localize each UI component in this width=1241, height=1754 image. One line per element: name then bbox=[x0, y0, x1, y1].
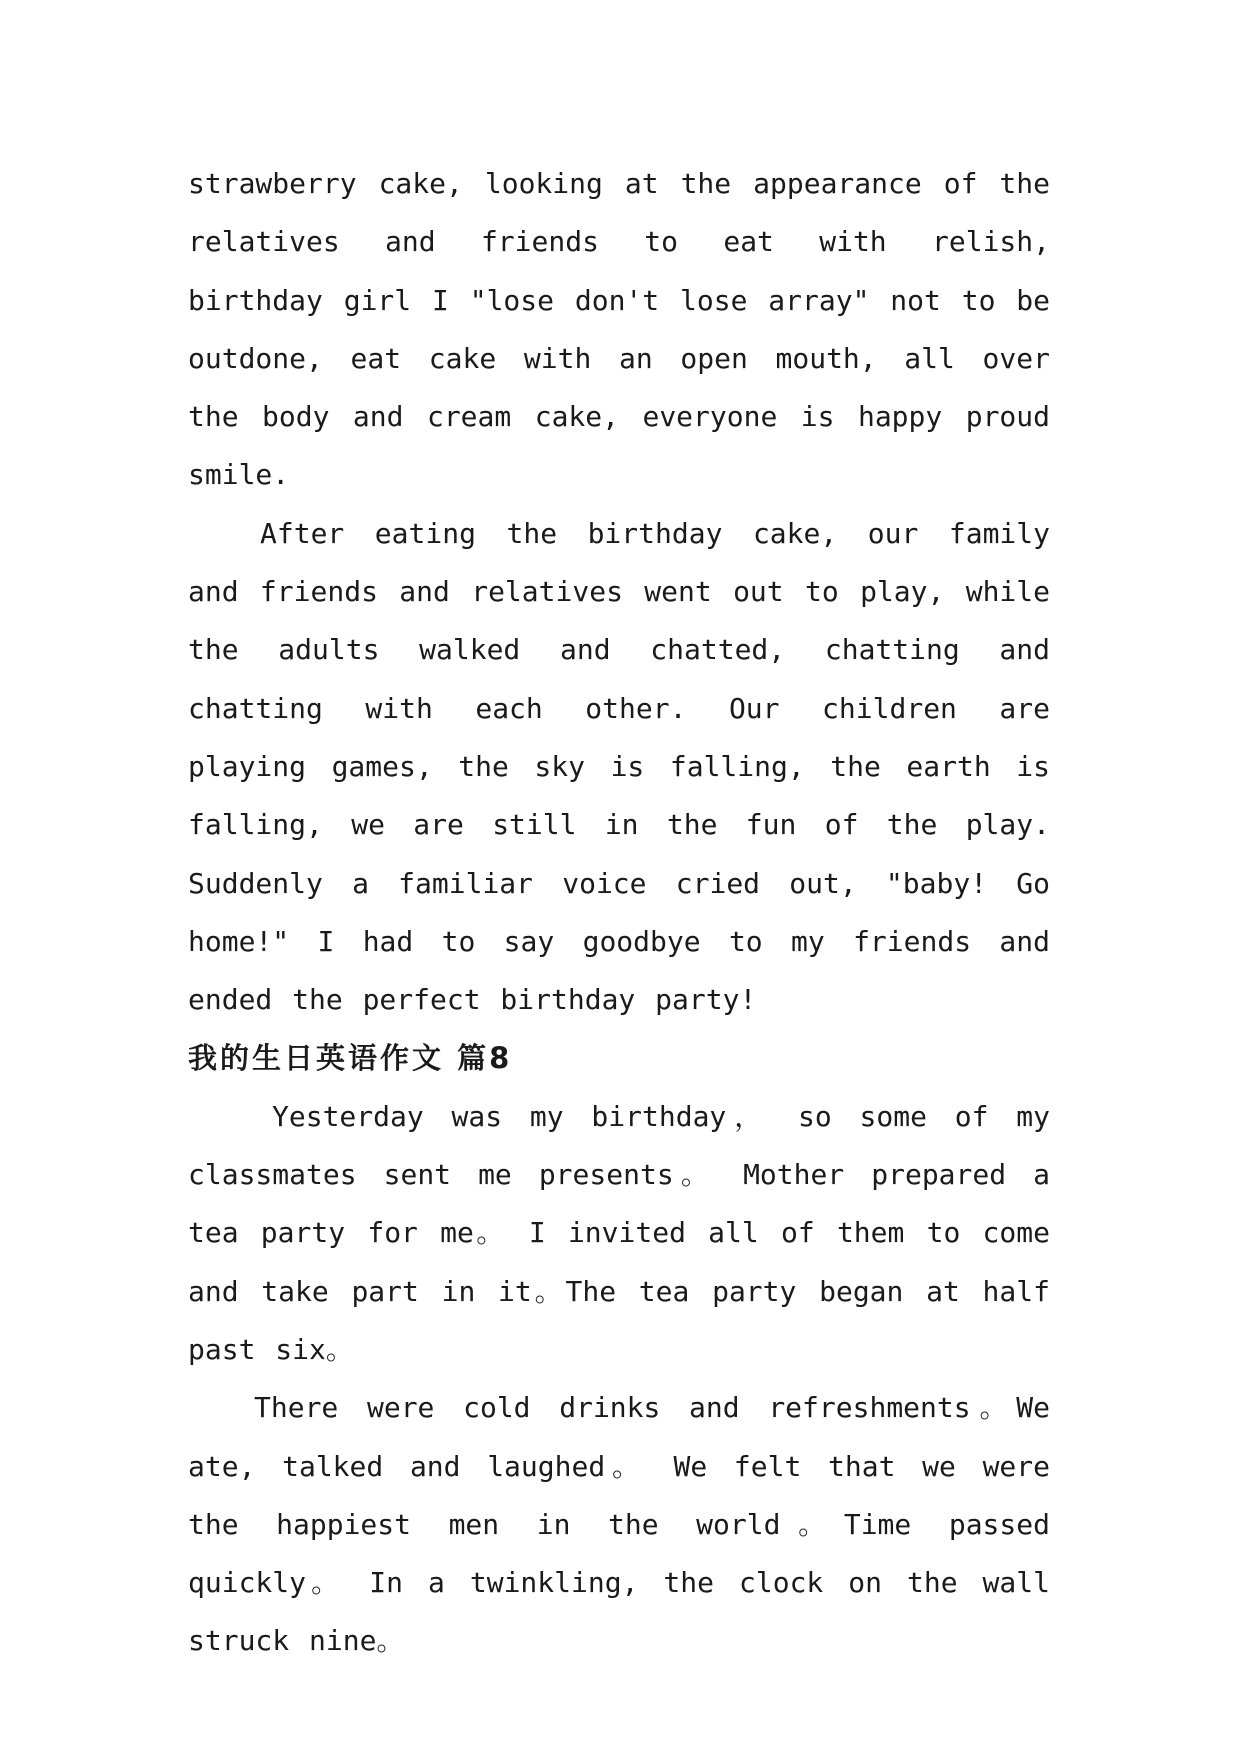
document-body bbox=[188, 155, 1050, 1671]
paragraph-yesterday: Yesterday was my birthday， so some of my classmates sent me presents。 Mother prepared a tea party for me。 I invited all of them to come and take part in it。The tea party began at half past six。 bbox=[188, 1099, 1050, 1366]
paragraph-after-cake: After eating the birthday cake, our family and friends and relatives went out to play, while the adults walked and chatted, chatting and chatting with each other. Our children are playing games, the sky is falling, the earth is falling, we are still in the fun of the play. Suddenly a familiar voice cried out, "baby! Go home!" I had to say goodbye to my friends and ended the perfect birthday party! bbox=[188, 516, 1050, 1017]
section-heading: 我的生日英语作文 篇8 bbox=[188, 1041, 513, 1076]
paragraph-cake: strawberry cake, looking at the appearance of the relatives and friends to eat with relish, birthday girl I "lose don't lose array" not to be outdone, eat cake with an open mouth, all over the body and cream cake, everyone is happy proud smile. bbox=[188, 167, 1050, 492]
paragraph-drinks: There were cold drinks and refreshments。We ate, talked and laughed。 We felt that we were the happiest men in the world。Time passed quickly。 In a twinkling, the clock on the wall struck nine。 bbox=[188, 1391, 1050, 1658]
